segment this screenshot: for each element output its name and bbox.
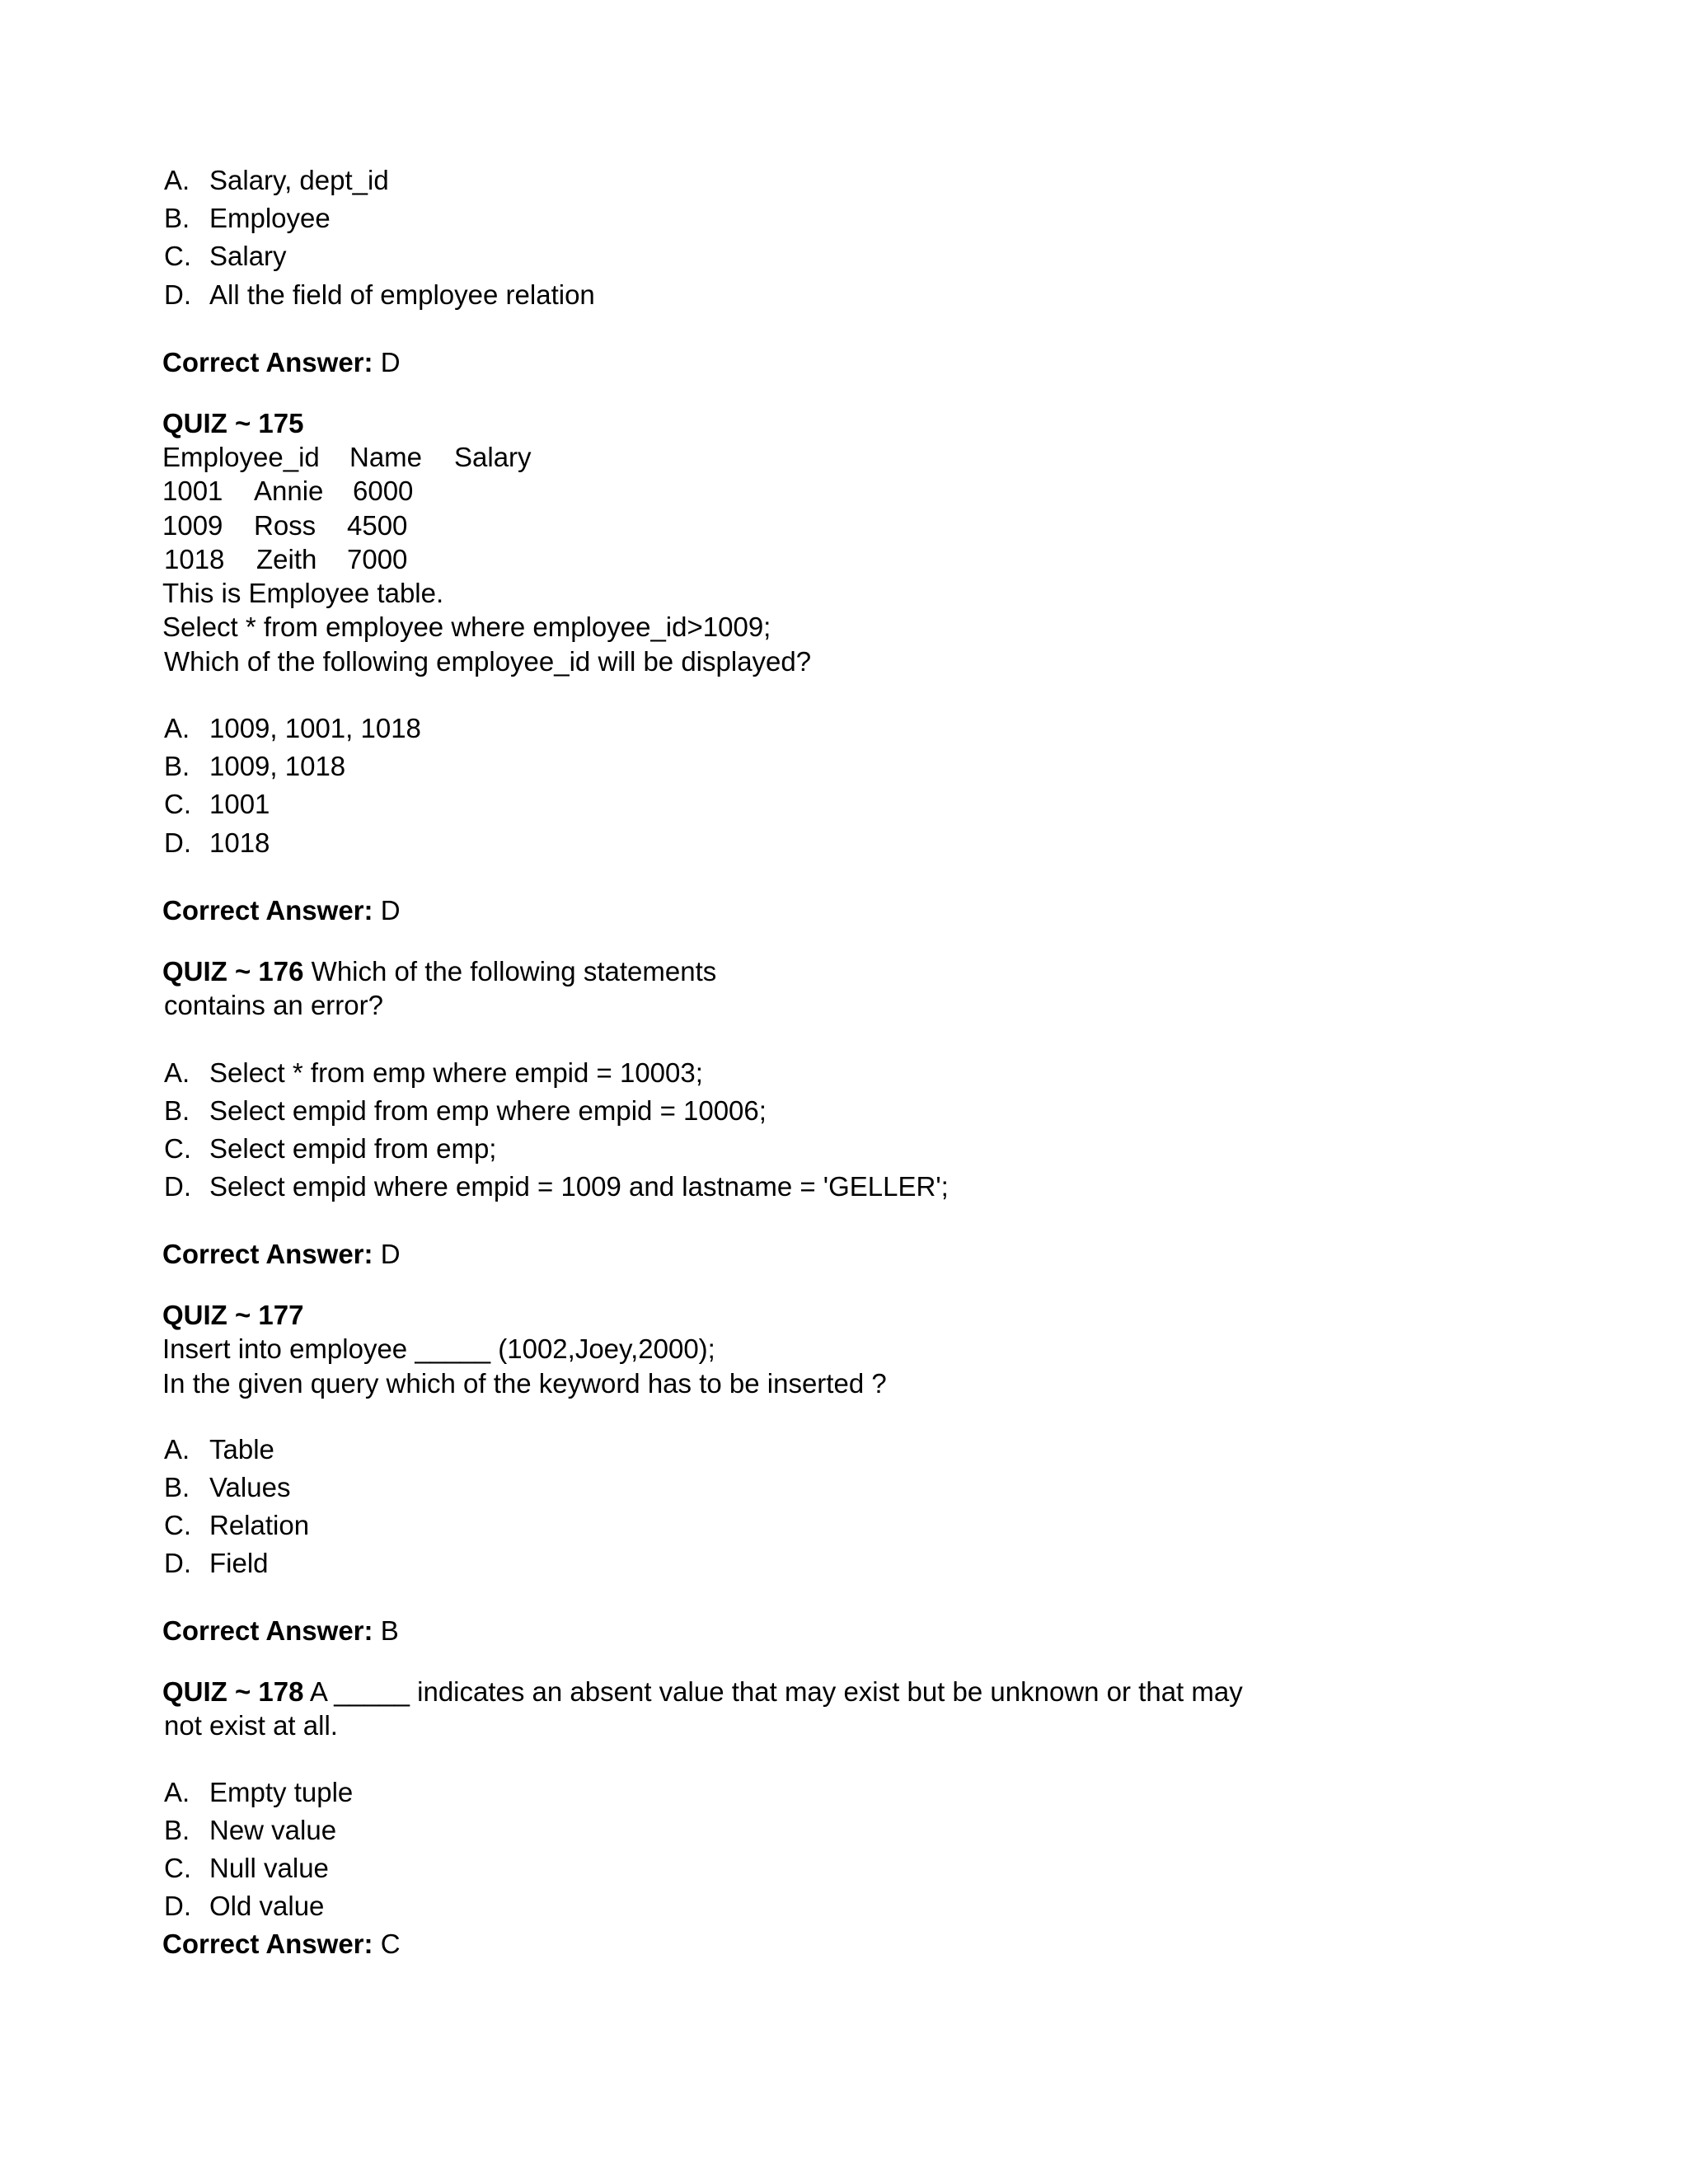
option-text: Employee [209, 203, 331, 233]
option-a: A. Salary, dept_id [164, 165, 389, 195]
option-text: Select empid from emp where empid = 10006; [209, 1095, 767, 1126]
table-cell: Annie [254, 476, 324, 506]
table-cell: 1009 [162, 510, 223, 541]
option-a: A. Empty tuple [164, 1777, 354, 1807]
option-text: Table [209, 1434, 274, 1465]
question-line: In the given query which of the keyword has to be inserted ? [162, 1368, 887, 1399]
option-text: Field [209, 1548, 269, 1578]
option-d: D. Select empid where empid = 1009 and lastname = 'GELLER'; [164, 1171, 949, 1202]
option-d: D. Old value [164, 1891, 325, 1921]
option-a: A. Table [164, 1434, 274, 1465]
table-cell: 1018 [164, 544, 225, 574]
option-a: A. 1009, 1001, 1018 [164, 713, 421, 743]
correct-answer: Correct Answer: D [162, 347, 401, 377]
table-cell: Zeith [256, 544, 317, 574]
option-c: C. Relation [164, 1510, 310, 1540]
option-text: 1009, 1018 [209, 751, 346, 781]
option-text: 1001 [209, 789, 270, 819]
quiz-heading: QUIZ ~ 176 [162, 956, 304, 987]
option-text: Relation [209, 1510, 310, 1540]
quiz-heading: QUIZ ~ 178 [162, 1676, 304, 1707]
option-text: Select empid from emp; [209, 1133, 497, 1164]
quiz-heading: QUIZ ~ 177 [162, 1300, 304, 1330]
option-c: C. Null value [164, 1853, 329, 1883]
option-d: D. All the field of employee relation [164, 279, 595, 310]
option-text: Values [209, 1472, 291, 1502]
option-text: New value [209, 1815, 337, 1845]
question-line: QUIZ ~ 176 Which of the following statements [162, 956, 717, 987]
table-header-cell: Salary [454, 442, 532, 472]
option-b: B. Employee [164, 203, 331, 233]
option-text: 1009, 1001, 1018 [209, 713, 421, 743]
question-line: Which of the following employee_id will be displayed? [164, 646, 812, 677]
correct-answer: Correct Answer: D [162, 1239, 401, 1269]
question-line: contains an error? [164, 990, 383, 1020]
option-text: Null value [209, 1853, 329, 1883]
option-c: C. 1001 [164, 789, 270, 819]
table-header-cell: Name [349, 442, 423, 472]
option-c: C. Select empid from emp; [164, 1133, 497, 1164]
option-c: C. Salary [164, 241, 287, 271]
option-a: A. Select * from emp where empid = 10003; [164, 1057, 703, 1088]
correct-answer: Correct Answer: D [162, 895, 401, 926]
table-cell: 4500 [347, 510, 408, 541]
option-b: B. New value [164, 1815, 337, 1845]
option-d: D. 1018 [164, 827, 270, 858]
question-line: not exist at all. [164, 1710, 338, 1741]
option-b: B. 1009, 1018 [164, 751, 346, 781]
correct-answer: Correct Answer: B [162, 1615, 399, 1646]
table-cell: Ross [254, 510, 316, 541]
option-b: B. Select empid from emp where empid = 10006; [164, 1095, 767, 1126]
option-text: 1018 [209, 827, 270, 858]
correct-answer: Correct Answer: C [162, 1929, 401, 1959]
option-text: Salary, dept_id [209, 165, 389, 195]
option-text: Old value [209, 1891, 325, 1921]
table-cell: 7000 [347, 544, 408, 574]
table-header-cell: Employee_id [162, 442, 320, 472]
option-text: Salary [209, 241, 287, 271]
table-cell: 1001 [162, 476, 223, 506]
question-line: This is Employee table. [162, 578, 444, 608]
quiz-heading: QUIZ ~ 175 [162, 408, 304, 438]
option-text: Select * from emp where empid = 10003; [209, 1057, 703, 1088]
question-line: Insert into employee _____ (1002,Joey,2000); [162, 1333, 715, 1364]
table-cell: 6000 [353, 476, 414, 506]
option-b: B. Values [164, 1472, 291, 1502]
question-line: QUIZ ~ 178 A _____ indicates an absent value that may exist but be unknown or that may [162, 1676, 1243, 1707]
option-d: D. Field [164, 1548, 269, 1578]
option-text: Empty tuple [209, 1777, 354, 1807]
option-text: All the field of employee relation [209, 279, 595, 310]
question-line: Select * from employee where employee_id>1009; [162, 612, 771, 642]
option-text: Select empid where empid = 1009 and lastname = 'GELLER'; [209, 1171, 949, 1202]
